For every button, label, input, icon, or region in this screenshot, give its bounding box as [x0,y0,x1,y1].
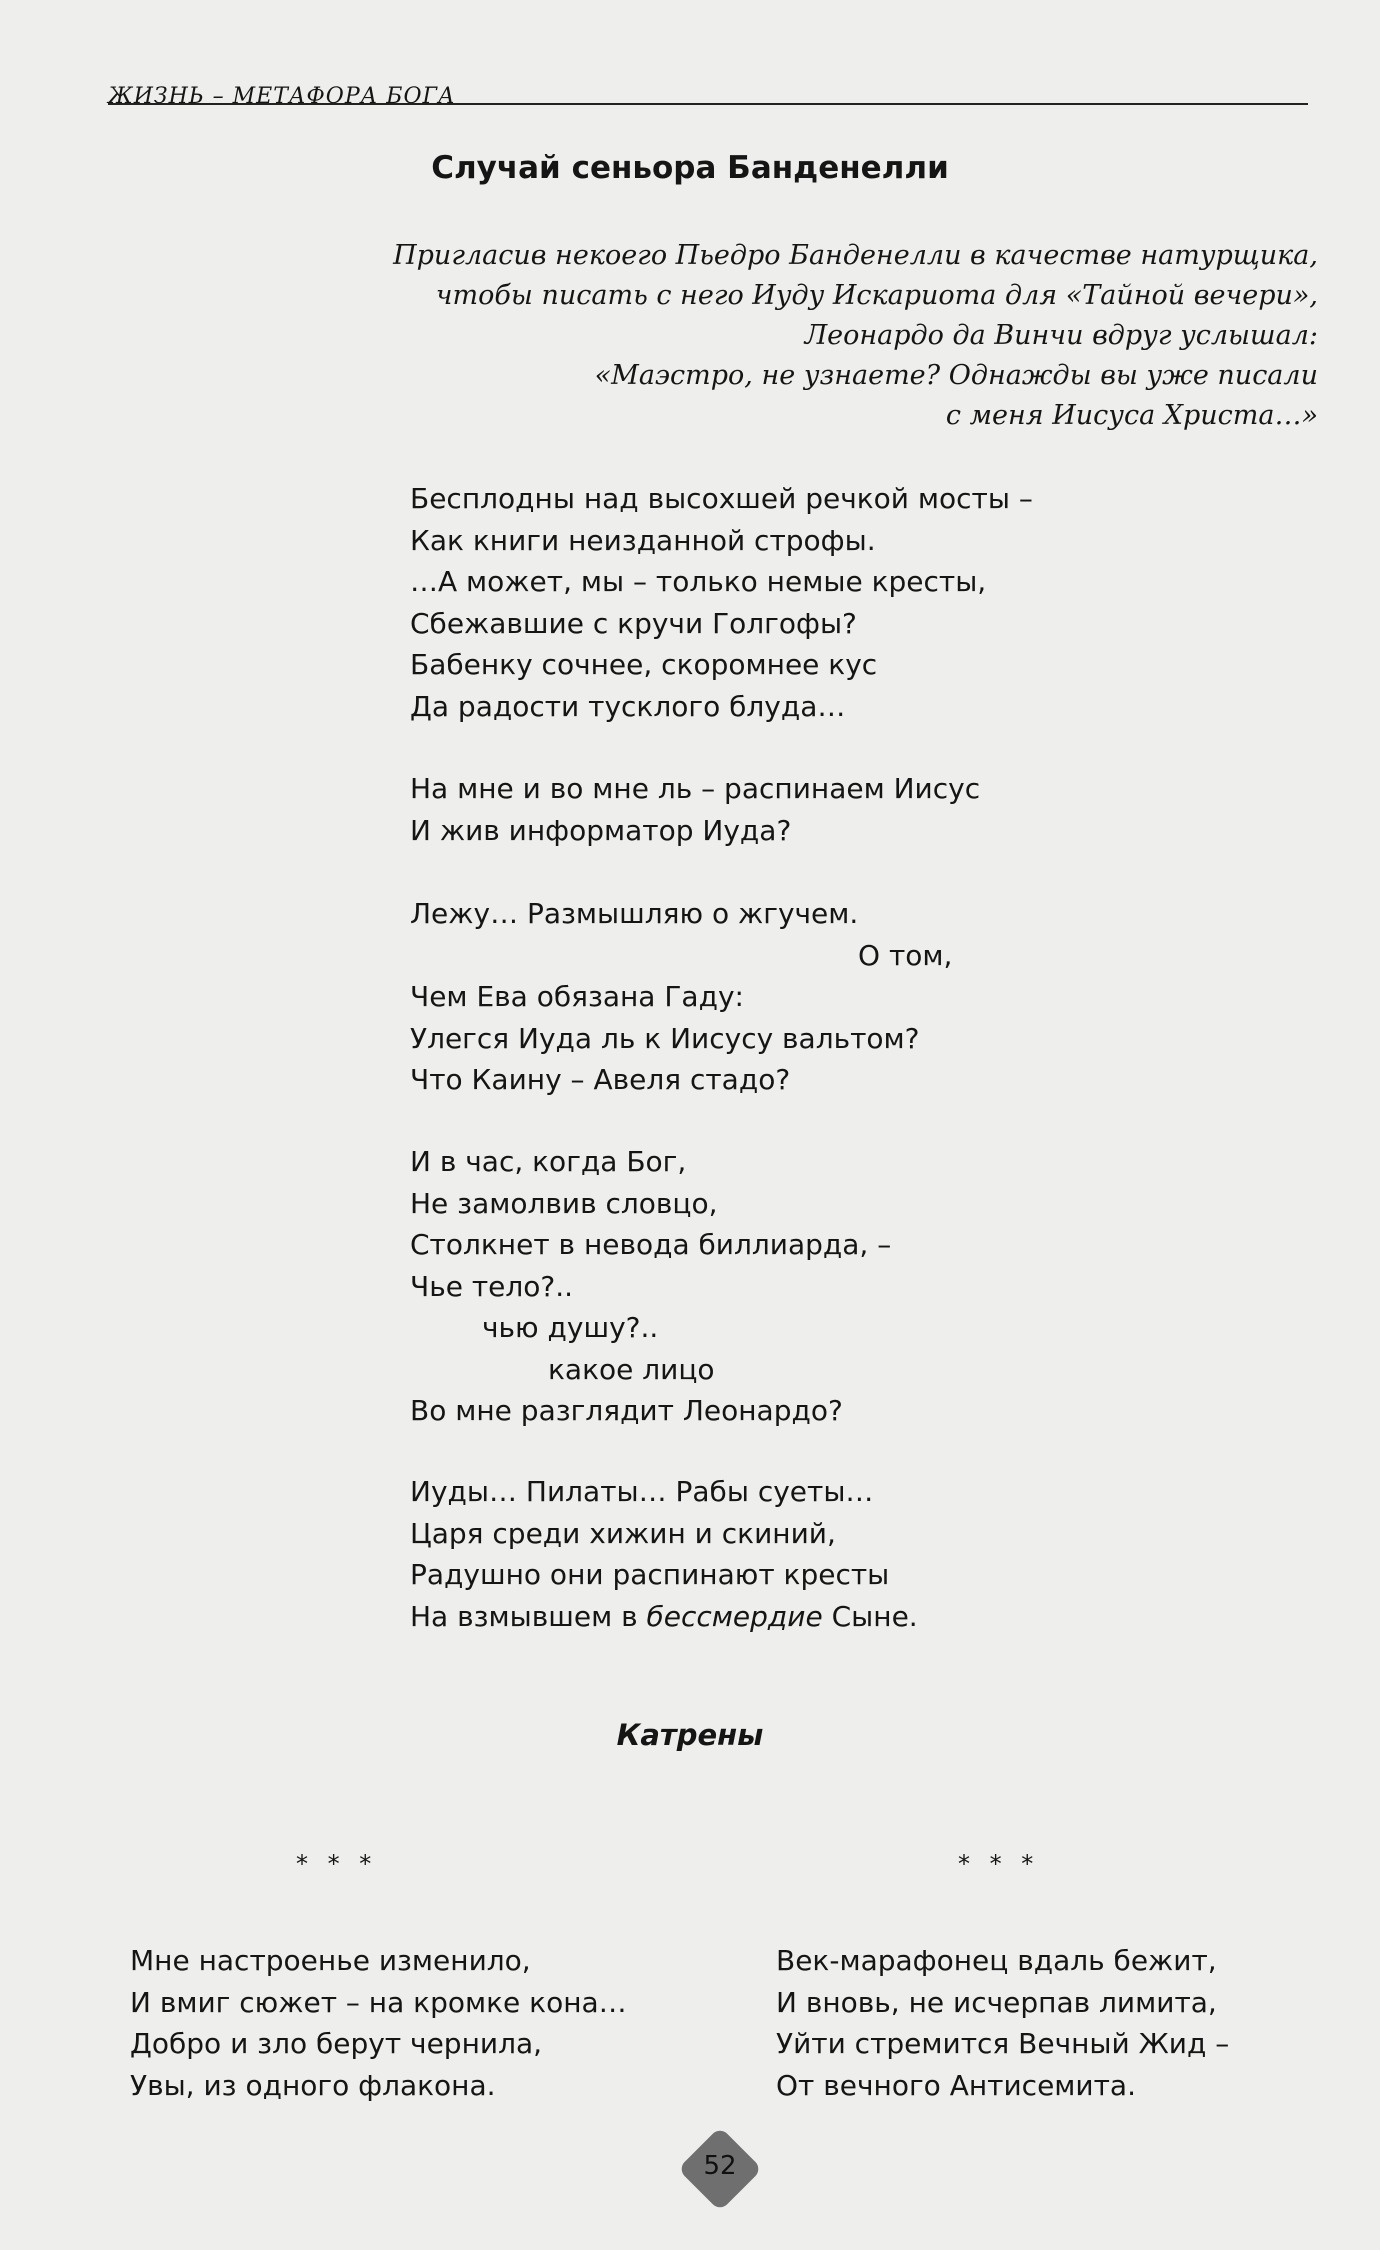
verse-line: Сбежавшие с кручи Голгофы? [410,606,857,640]
running-head: ЖИЗНЬ – МЕТАФОРА БОГА [108,84,456,109]
verse-line: Да радости тусклого блуда… [410,689,846,723]
epigraph-line: Леонардо да Винчи вдруг услышал: [804,320,1318,351]
epigraph-line: с меня Иисуса Христа…» [945,400,1318,431]
section-title: Катрены [616,1718,764,1752]
epigraph [218,236,1318,436]
quatrain-right [776,1940,1229,2106]
verse-fragment: Сыне. [822,1599,918,1633]
quatrain-left [130,1940,627,2106]
verse-fragment: На взмывшем в [410,1599,647,1633]
verse-line: Как книги неизданной строфы. [410,523,876,557]
verse-line: И в час, когда Бог, [410,1145,687,1178]
stanza-5 [410,1471,918,1637]
verse-line: Век-марафонец вдаль бежит, [776,1944,1217,1977]
verse-line: Чье тело?.. [410,1269,574,1303]
epigraph-line: чтобы писать с него Иуду Искариота для «Тайной вечери», [435,280,1318,311]
verse-line: Добро и зло берут чернила, [130,2027,543,2060]
verse-line: Мне настроенье изменило, [130,1944,531,1977]
verse-line [410,1596,918,1638]
verse-line: Не замолвив словцо, [410,1186,718,1220]
header-rule [108,103,1308,105]
verse-line: Улегся Иуда ль к Иисусу вальтом? [410,1021,920,1055]
verse-line: И вмиг сюжет – на кромке кона… [130,1985,627,2019]
epigraph-line: Пригласив некоего Пьедро Банденелли в качестве натурщика, [393,240,1318,271]
verse-line: Радушно они распинают кресты [410,1558,890,1591]
verse-line: чью душу?.. [482,1311,659,1344]
verse-line: Чем Ева обязана Гаду: [410,980,744,1013]
verse-line: На мне и во мне ль – распинаем Иисус [410,772,981,805]
verse-line: И жив информатор Иуда? [410,813,792,847]
verse-line: …А может, мы – только немые кресты, [410,565,987,598]
verse-line: Бабенку сочнее, скоромнее кус [410,648,878,681]
verse-line: Лежу… Размышляю о жгучем. [410,897,859,930]
verse-line: Что Каину – Авеля стадо? [410,1063,791,1096]
verse-line: О том, [858,938,953,972]
verse-line: Столкнет в невода биллиарда, – [410,1228,892,1261]
stars-divider-right: * * * [958,1850,1040,1878]
stanza-1 [410,478,1033,727]
verse-line: Иуды… Пилаты… Рабы суеты… [410,1475,874,1508]
epigraph-line: «Маэстро, не узнаете? Однажды вы уже писали [594,360,1318,391]
verse-line: И вновь, не исчерпав лимита, [776,1985,1217,2019]
verse-emphasis: бессмердие [646,1599,823,1633]
stanza-4 [410,1141,891,1432]
poem-title: Случай сеньора Банденелли [431,150,949,186]
stanza-2 [410,768,980,851]
stanza-3 [410,893,952,1101]
verse-line: Во мне разглядит Леонардо? [410,1394,843,1427]
verse-line: Уйти стремится Вечный Жид – [776,2027,1230,2060]
verse-line: Царя среди хижин и скиний, [410,1516,836,1550]
verse-line: какое лицо [548,1352,715,1386]
verse-line: От вечного Антисемита. [776,2068,1136,2102]
verse-line: Бесплодны над высохшей речкой мосты – [410,482,1033,515]
stars-divider-left: * * * [296,1850,378,1878]
verse-line: Увы, из одного флакона. [130,2068,496,2102]
page-number: 52 [703,2151,737,2181]
